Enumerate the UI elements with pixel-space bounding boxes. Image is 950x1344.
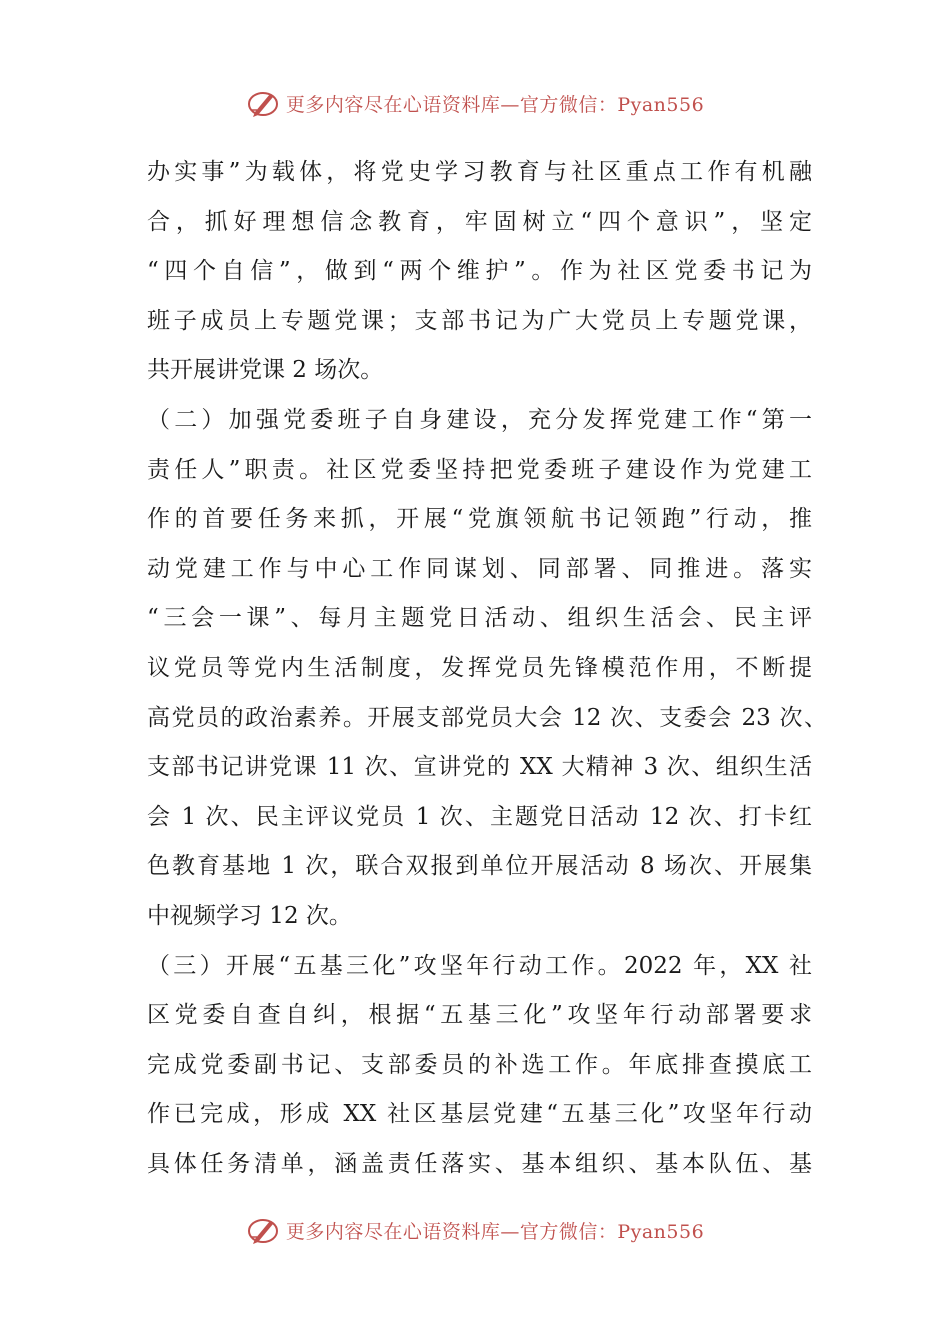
text-line: 会 1 次、民主评议党员 1 次、主题党日活动 12 次、打卡红 (147, 803, 812, 830)
watermark-header (0, 86, 950, 120)
text-line: 动党建工作与中心工作同谋划、同部署、同推进。落实 (147, 555, 812, 582)
text-line: （三）开展“五基三化”攻坚年行动工作。2022 年，XX 社 (147, 952, 812, 979)
text-line: 共开展讲党课 2 场次。 (147, 357, 384, 384)
text-line: 作已完成，形成 XX 社区基层党建“五基三化”攻坚年行动 (147, 1101, 812, 1128)
text-line: 完成党委副书记、支部委员的补选工作。年底排查摸底工 (147, 1051, 812, 1078)
watermark-text: 更多内容尽在心语资料库—官方微信：Pyan556 (285, 1220, 705, 1243)
text-line: 合，抓好理想信念教育，牢固树立“四个意识”，坚定 (147, 208, 812, 235)
text-line: 议党员等党内生活制度，发挥党员先锋模范作用，不断提 (147, 654, 812, 681)
text-line: 责任人”职责。社区党委坚持把党委班子建设作为党建工 (147, 456, 812, 483)
text-line: 中视频学习 12 次。 (147, 902, 352, 929)
text-line: 作的首要任务来抓，开展“党旗领航书记领跑”行动，推 (147, 506, 812, 533)
text-line: 高党员的政治素养。开展支部党员大会 12 次、支委会 23 次、 (147, 704, 827, 731)
document-body (147, 148, 827, 1189)
pen-nib-icon (246, 1213, 280, 1247)
text-line: “三会一课”、每月主题党日活动、组织生活会、民主评 (147, 605, 812, 632)
text-line: 办实事”为载体，将党史学习教育与社区重点工作有机融 (147, 159, 812, 185)
pen-nib-icon (246, 86, 280, 120)
watermark-footer (0, 1213, 950, 1247)
text-line: 区党委自查自纠，根据“五基三化”攻坚年行动部署要求 (147, 1002, 812, 1029)
text-line: （二）加强党委班子自身建设，充分发挥党建工作“第一 (147, 406, 812, 433)
text-line: 色教育基地 1 次，联合双报到单位开展活动 8 场次、开展集 (147, 853, 812, 880)
text-line: 具体任务清单，涵盖责任落实、基本组织、基本队伍、基 (147, 1150, 812, 1177)
text-line: “四个自信”，做到“两个维护”。作为社区党委书记为 (147, 258, 812, 285)
text-line: 班子成员上专题党课；支部书记为广大党员上专题党课， (147, 307, 812, 334)
watermark-text: 更多内容尽在心语资料库—官方微信：Pyan556 (285, 93, 705, 116)
text-line: 支部书记讲党课 11 次、宣讲党的 XX 大精神 3 次、组织生活 (147, 754, 812, 781)
